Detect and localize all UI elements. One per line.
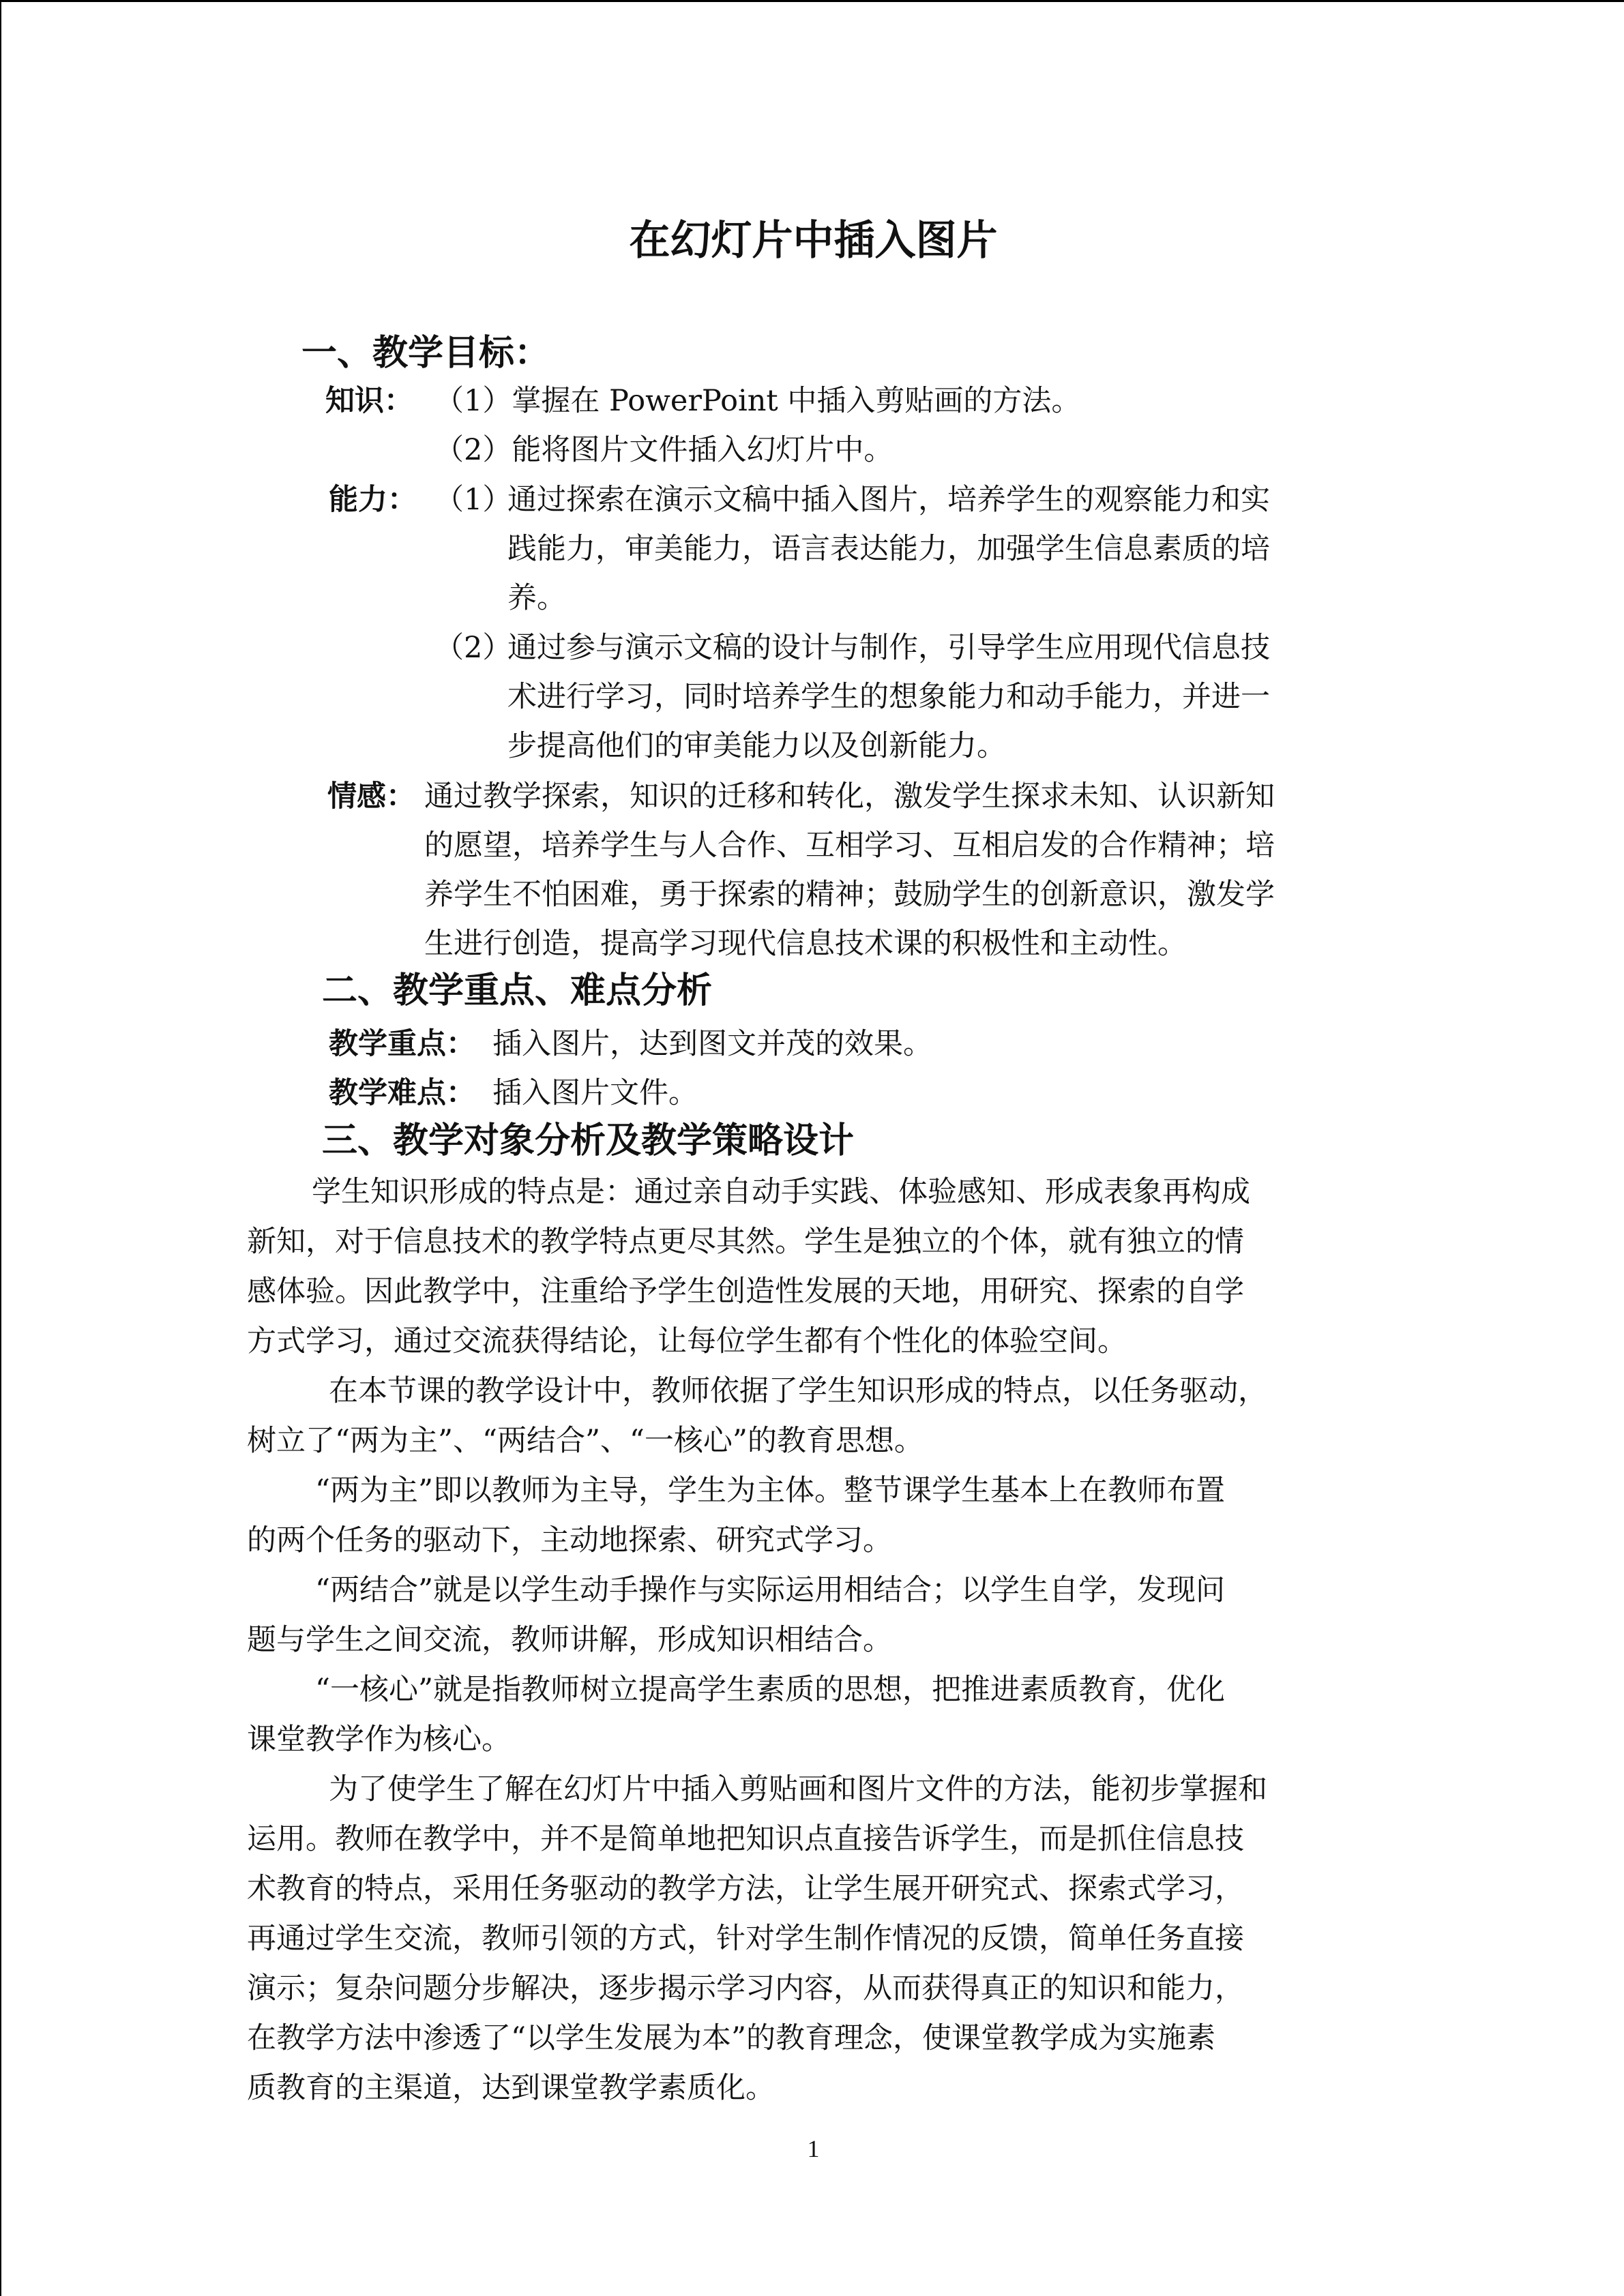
body-line: “两为主”即以教师为主导，学生为主体。整节课学生基本上在教师布置	[315, 1474, 1225, 1508]
key-point-label: 教学重点：	[329, 1027, 475, 1061]
body-line: 新知，对于信息技术的教学特点更尽其然。学生是独立的个体，就有独立的情	[247, 1225, 1244, 1259]
body-line: “一核心”就是指教师树立提高学生素质的思想，把推进素质教育，优化	[315, 1673, 1225, 1707]
body-line: 演示；复杂问题分步解决，逐步揭示学习内容，从而获得真正的知识和能力，	[247, 1971, 1244, 2006]
page-title: 在幻灯片中插入图片	[629, 217, 998, 265]
key-point-text: 插入图片，达到图文并茂的效果。	[492, 1027, 932, 1061]
body-line: 再通过学生交流，教师引领的方式，针对学生制作情况的反馈，简单任务直接	[247, 1922, 1244, 1956]
ability-label: 能力：	[329, 483, 417, 517]
body-line: 术教育的特点，采用任务驱动的教学方法，让学生展开研究式、探索式学习，	[247, 1872, 1244, 1906]
body-line: 题与学生之间交流，教师讲解，形成知识相结合。	[247, 1623, 892, 1657]
ability-item-2-line: 术进行学习，同时培养学生的想象能力和动手能力，并进一	[507, 680, 1270, 714]
ability-item-2-number: （2）	[434, 631, 512, 665]
emotion-line: 养学生不怕困难，勇于探索的精神；鼓励学生的创新意识，激发学	[424, 878, 1275, 912]
section-heading-key-points: 二、教学重点、难点分析	[322, 970, 713, 1011]
difficulty-text: 插入图片文件。	[492, 1076, 698, 1110]
section-heading-objectives: 一、教学目标：	[301, 333, 550, 374]
body-line: 树立了“两为主”、“两结合”、“一核心”的教育思想。	[247, 1424, 924, 1458]
body-line: 质教育的主渠道，达到课堂教学素质化。	[247, 2071, 775, 2105]
knowledge-item-1: （1）掌握在 PowerPoint 中插入剪贴画的方法。	[434, 384, 1081, 418]
body-line: 感体验。因此教学中，注重给予学生创造性发展的天地，用研究、探索的自学	[247, 1274, 1244, 1309]
emotion-line: 通过教学探索，知识的迁移和转化，激发学生探求未知、认识新知	[424, 779, 1275, 814]
body-line: “两结合”就是以学生动手操作与实际运用相结合；以学生自学，发现问	[315, 1573, 1225, 1607]
ability-item-1-line: 通过探索在演示文稿中插入图片，培养学生的观察能力和实	[507, 483, 1270, 517]
emotion-line: 生进行创造，提高学习现代信息技术课的积极性和主动性。	[424, 927, 1187, 961]
ability-item-2-line: 步提高他们的审美能力以及创新能力。	[507, 729, 1006, 763]
difficulty-label: 教学难点：	[329, 1076, 475, 1110]
emotion-label: 情感：	[327, 779, 415, 814]
ability-item-1-number: （1）	[434, 483, 512, 517]
body-line: 为了使学生了解在幻灯片中插入剪贴画和图片文件的方法，能初步掌握和	[329, 1772, 1267, 1806]
body-line: 的两个任务的驱动下，主动地探索、研究式学习。	[247, 1523, 892, 1557]
page-number: 1	[807, 2135, 820, 2162]
body-line: 方式学习，通过交流获得结论，让每位学生都有个性化的体验空间。	[247, 1324, 1127, 1358]
ability-item-2-line: 通过参与演示文稿的设计与制作，引导学生应用现代信息技	[507, 631, 1270, 665]
body-line: 在本节课的教学设计中，教师依据了学生知识形成的特点，以任务驱动，	[329, 1374, 1267, 1408]
body-line: 在教学方法中渗透了“以学生发展为本”的教育理念，使课堂教学成为实施素	[247, 2021, 1215, 2055]
body-line: 学生知识形成的特点是：通过亲自动手实践、体验感知、形成表象再构成	[312, 1175, 1250, 1209]
ability-item-1-line: 养。	[507, 581, 566, 615]
body-line: 运用。教师在教学中，并不是简单地把知识点直接告诉学生，而是抓住信息技	[247, 1822, 1244, 1856]
knowledge-label: 知识：	[325, 384, 413, 418]
ability-item-1-line: 践能力，审美能力，语言表达能力，加强学生信息素质的培	[507, 532, 1270, 566]
emotion-line: 的愿望，培养学生与人合作、互相学习、互相启发的合作精神；培	[424, 829, 1275, 863]
body-line: 课堂教学作为核心。	[247, 1723, 511, 1757]
knowledge-item-2: （2）能将图片文件插入幻灯片中。	[434, 433, 894, 467]
section-heading-strategy: 三、教学对象分析及教学策略设计	[322, 1120, 855, 1161]
